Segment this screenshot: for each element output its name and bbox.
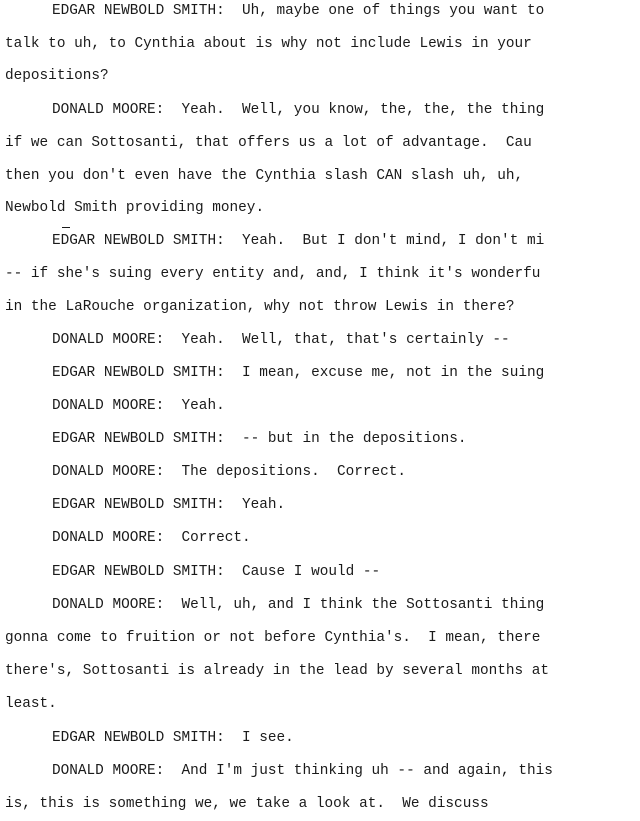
- transcript-line: gonna come to fruition or not before Cynthia's. I mean, there: [5, 630, 541, 646]
- transcript-line: DONALD MOORE: And I'm just thinking uh -- and again, this: [52, 763, 553, 779]
- transcript-line: EDGAR NEWBOLD SMITH: I see.: [52, 730, 294, 746]
- transcript-line: EDGAR NEWBOLD SMITH: Yeah. But I don't mind, I don't mi: [52, 233, 545, 249]
- transcript-line: in the LaRouche organization, why not throw Lewis in there?: [5, 299, 515, 315]
- transcript-line: -- if she's suing every entity and, and, I think it's wonderfu: [5, 266, 541, 282]
- transcript-line: is, this is something we, we take a look at. We discuss: [5, 796, 489, 812]
- transcript-line: EDGAR NEWBOLD SMITH: Uh, maybe one of things you want to: [52, 3, 545, 19]
- transcript-line: DONALD MOORE: Well, uh, and I think the Sottosanti thing: [52, 597, 545, 613]
- transcript-line: DONALD MOORE: Yeah. Well, you know, the, the, the thing: [52, 102, 545, 118]
- transcript-line: EDGAR NEWBOLD SMITH: I mean, excuse me, not in the suing: [52, 365, 545, 381]
- transcript-line: DONALD MOORE: The depositions. Correct.: [52, 464, 407, 480]
- transcript-line: EDGAR NEWBOLD SMITH: Yeah.: [52, 497, 286, 513]
- transcript-line: EDGAR NEWBOLD SMITH: Cause I would --: [52, 564, 381, 580]
- transcript-line: DONALD MOORE: Yeah. Well, that, that's certainly --: [52, 332, 510, 348]
- transcript-line: EDGAR NEWBOLD SMITH: -- but in the depositions.: [52, 431, 467, 447]
- transcript-line: there's, Sottosanti is already in the lead by several months at: [5, 663, 550, 679]
- transcript-line: talk to uh, to Cynthia about is why not include Lewis in your: [5, 36, 532, 52]
- transcript-line: DONALD MOORE: Correct.: [52, 530, 251, 546]
- transcript-line: DONALD MOORE: Yeah.: [52, 398, 225, 414]
- transcript-line: then you don't even have the Cynthia slash CAN slash uh, uh,: [5, 168, 524, 184]
- transcript-line: Newbold Smith providing money.: [5, 200, 265, 216]
- transcript-line: depositions?: [5, 68, 109, 84]
- transcript-line: least.: [5, 696, 57, 712]
- margin-mark: [62, 227, 70, 228]
- transcript-line: if we can Sottosanti, that offers us a lot of advantage. Cau: [5, 135, 532, 151]
